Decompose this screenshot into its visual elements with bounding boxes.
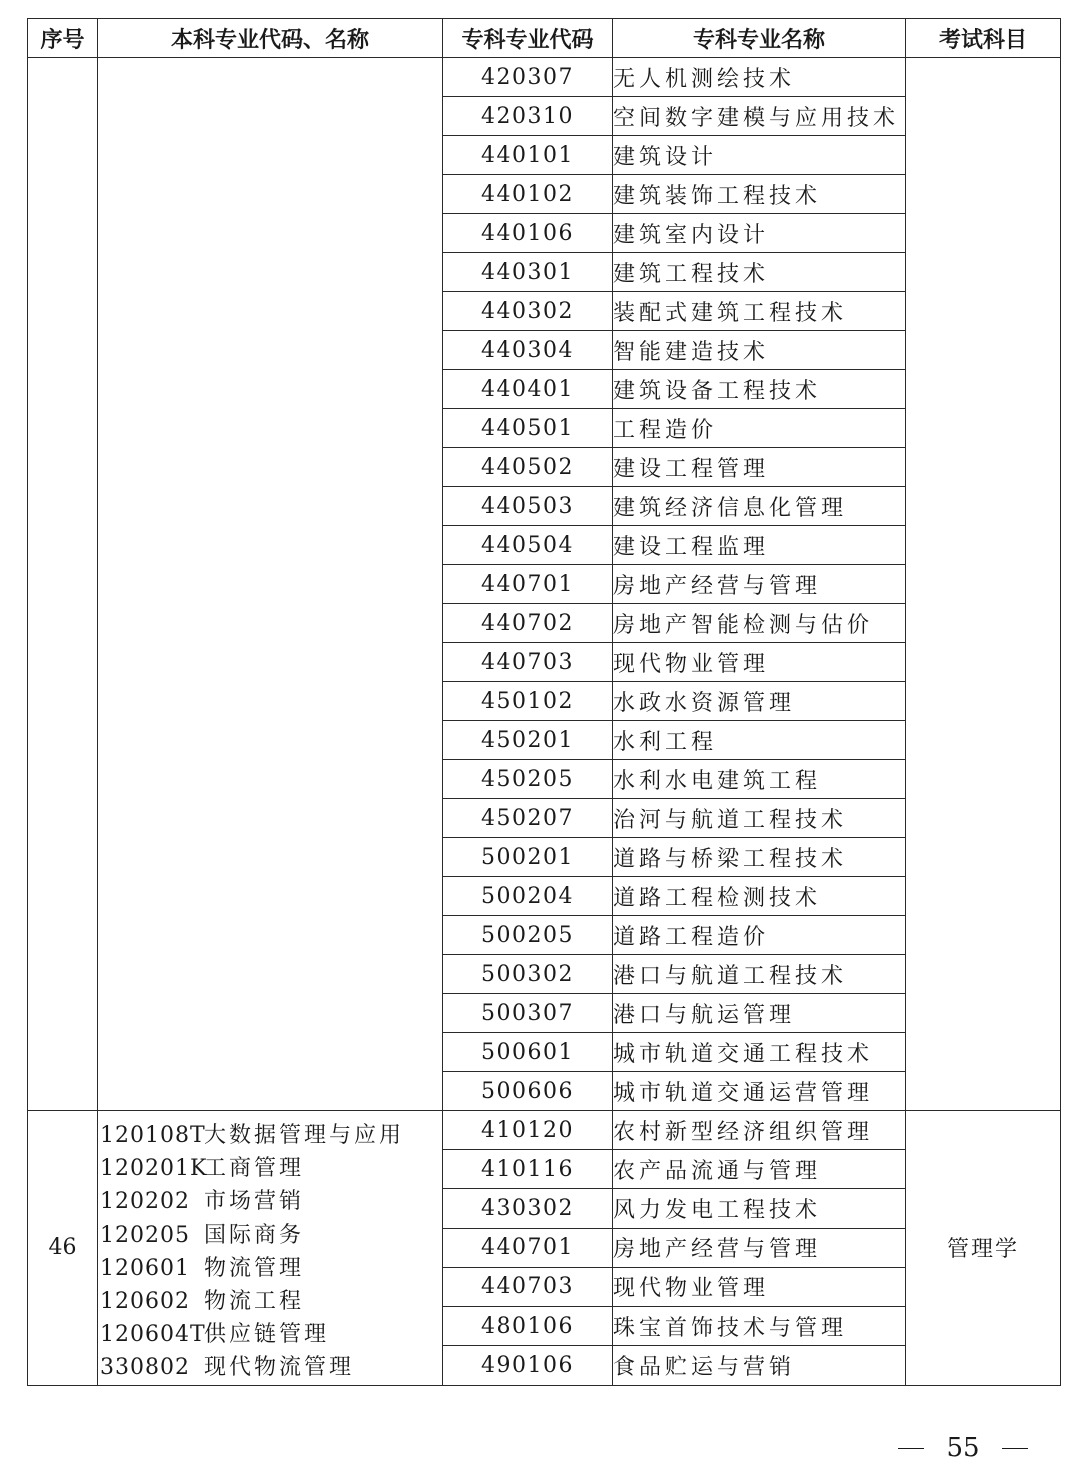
vocational-code: 410120: [443, 1111, 613, 1150]
vocational-name: 农产品流通与管理: [613, 1150, 906, 1189]
header-name: 专科专业名称: [613, 19, 906, 58]
vocational-name: 房地产经营与管理: [613, 565, 906, 604]
undergrad-major-item: [100, 1318, 442, 1351]
vocational-code: 450201: [443, 721, 613, 760]
vocational-code: 440106: [443, 214, 613, 253]
undergrad-major-list: [98, 1111, 442, 1385]
undergrad-major-code: 120601: [100, 1255, 190, 1281]
vocational-code: 450205: [443, 760, 613, 799]
vocational-name: 港口与航道工程技术: [613, 955, 906, 994]
vocational-code: 500201: [443, 838, 613, 877]
vocational-code: 430302: [443, 1189, 613, 1228]
vocational-code: 440501: [443, 409, 613, 448]
vocational-name: 道路工程检测技术: [613, 877, 906, 916]
table-body: [28, 58, 1061, 1386]
vocational-code: 450207: [443, 799, 613, 838]
vocational-name: 风力发电工程技术: [613, 1189, 906, 1228]
vocational-name: 港口与航运管理: [613, 994, 906, 1033]
vocational-code: 500204: [443, 877, 613, 916]
undergrad-major-item: [100, 1252, 442, 1285]
vocational-code: 440504: [443, 526, 613, 565]
majors-table: [27, 18, 1061, 1386]
exam-subject: 管理学: [906, 1111, 1061, 1386]
page-number: 55: [946, 1433, 980, 1463]
vocational-code: 440101: [443, 136, 613, 175]
vocational-name: 珠宝首饰技术与管理: [613, 1307, 906, 1346]
vocational-code: 500205: [443, 916, 613, 955]
vocational-name: 现代物业管理: [613, 643, 906, 682]
vocational-name: 城市轨道交通运营管理: [613, 1072, 906, 1111]
seq-number: 46: [28, 1111, 98, 1386]
vocational-code: 440503: [443, 487, 613, 526]
subject-cell-empty: [906, 58, 1061, 1111]
vocational-name: 空间数字建模与应用技术: [613, 97, 906, 136]
undergrad-major-name: 物流工程: [204, 1288, 305, 1314]
vocational-name: 现代物业管理: [613, 1267, 906, 1306]
vocational-name: 农村新型经济组织管理: [613, 1111, 906, 1150]
vocational-name: 工程造价: [613, 409, 906, 448]
vocational-code: 440703: [443, 643, 613, 682]
undergrad-majors-cell: [98, 1111, 443, 1386]
undergrad-major-name: 现代物流管理: [204, 1355, 355, 1381]
vocational-code: 500606: [443, 1072, 613, 1111]
undergrad-major-name: 市场营销: [204, 1189, 305, 1215]
seq-cell-empty: [28, 58, 98, 1111]
undergrad-major-name: 国际商务: [204, 1222, 305, 1248]
vocational-code: 440401: [443, 370, 613, 409]
vocational-name: 智能建造技术: [613, 331, 906, 370]
undergrad-major-name: 工商管理: [204, 1156, 305, 1182]
vocational-code: 440703: [443, 1267, 613, 1306]
vocational-code: 440502: [443, 448, 613, 487]
header-code: 专科专业代码: [443, 19, 613, 58]
undergrad-major-item: [100, 1351, 442, 1384]
header-row: [28, 19, 1061, 58]
undergrad-major-item: [100, 1152, 442, 1185]
vocational-code: 440302: [443, 292, 613, 331]
vocational-name: 装配式建筑工程技术: [613, 292, 906, 331]
vocational-name: 建设工程监理: [613, 526, 906, 565]
vocational-code: 410116: [443, 1150, 613, 1189]
undergrad-major-item: [100, 1119, 442, 1152]
table-row: [28, 1111, 1061, 1150]
undergrad-major-code: 120108T: [100, 1123, 206, 1148]
vocational-code: 440301: [443, 253, 613, 292]
vocational-name: 食品贮运与营销: [613, 1346, 906, 1385]
vocational-name: 水利工程: [613, 721, 906, 760]
vocational-code: 440702: [443, 604, 613, 643]
vocational-name: 房地产智能检测与估价: [613, 604, 906, 643]
vocational-name: 建筑设备工程技术: [613, 370, 906, 409]
vocational-code: 500302: [443, 955, 613, 994]
undergrad-major-code: 120201K: [100, 1156, 208, 1182]
undergrad-major-name: 供应链管理: [204, 1322, 330, 1348]
vocational-name: 无人机测绘技术: [613, 58, 906, 97]
vocational-code: 440701: [443, 1228, 613, 1267]
vocational-name: 建筑室内设计: [613, 214, 906, 253]
header-seq: 序号: [28, 19, 98, 58]
vocational-name: 城市轨道交通工程技术: [613, 1033, 906, 1072]
undergrad-major-item: [100, 1285, 442, 1318]
vocational-code: 440102: [443, 175, 613, 214]
vocational-code: 450102: [443, 682, 613, 721]
page-footer: [898, 1428, 1028, 1468]
vocational-code: 440701: [443, 565, 613, 604]
table-row: [28, 58, 1061, 97]
footer-dash-right: [1002, 1448, 1028, 1449]
undergrad-major-item: [100, 1185, 442, 1218]
vocational-name: 建筑工程技术: [613, 253, 906, 292]
undergrad-major-name: 物流管理: [204, 1255, 305, 1281]
header-subject: 考试科目: [906, 19, 1061, 58]
undergrad-major-code: 120205: [100, 1222, 190, 1248]
vocational-name: 房地产经营与管理: [613, 1228, 906, 1267]
undergrad-major-name: 大数据管理与应用: [204, 1123, 405, 1148]
undergrad-major-code: 120604T: [100, 1322, 206, 1348]
vocational-code: 490106: [443, 1346, 613, 1385]
vocational-name: 治河与航道工程技术: [613, 799, 906, 838]
undergrad-major-item: [100, 1219, 442, 1252]
vocational-code: 420307: [443, 58, 613, 97]
vocational-code: 420310: [443, 97, 613, 136]
vocational-name: 水利水电建筑工程: [613, 760, 906, 799]
undergrad-major-code: 120202: [100, 1189, 190, 1215]
undergrad-major-code: 120602: [100, 1288, 190, 1314]
vocational-code: 500601: [443, 1033, 613, 1072]
undergrad-major-code: 330802: [100, 1355, 190, 1381]
vocational-code: 480106: [443, 1307, 613, 1346]
undergrad-cell-empty: [98, 58, 443, 1111]
vocational-name: 建设工程管理: [613, 448, 906, 487]
footer-dash-left: [898, 1448, 924, 1449]
vocational-name: 建筑设计: [613, 136, 906, 175]
vocational-name: 水政水资源管理: [613, 682, 906, 721]
vocational-name: 建筑经济信息化管理: [613, 487, 906, 526]
vocational-name: 道路与桥梁工程技术: [613, 838, 906, 877]
header-undergrad: 本科专业代码、名称: [98, 19, 443, 58]
vocational-code: 440304: [443, 331, 613, 370]
vocational-name: 道路工程造价: [613, 916, 906, 955]
vocational-code: 500307: [443, 994, 613, 1033]
vocational-name: 建筑装饰工程技术: [613, 175, 906, 214]
